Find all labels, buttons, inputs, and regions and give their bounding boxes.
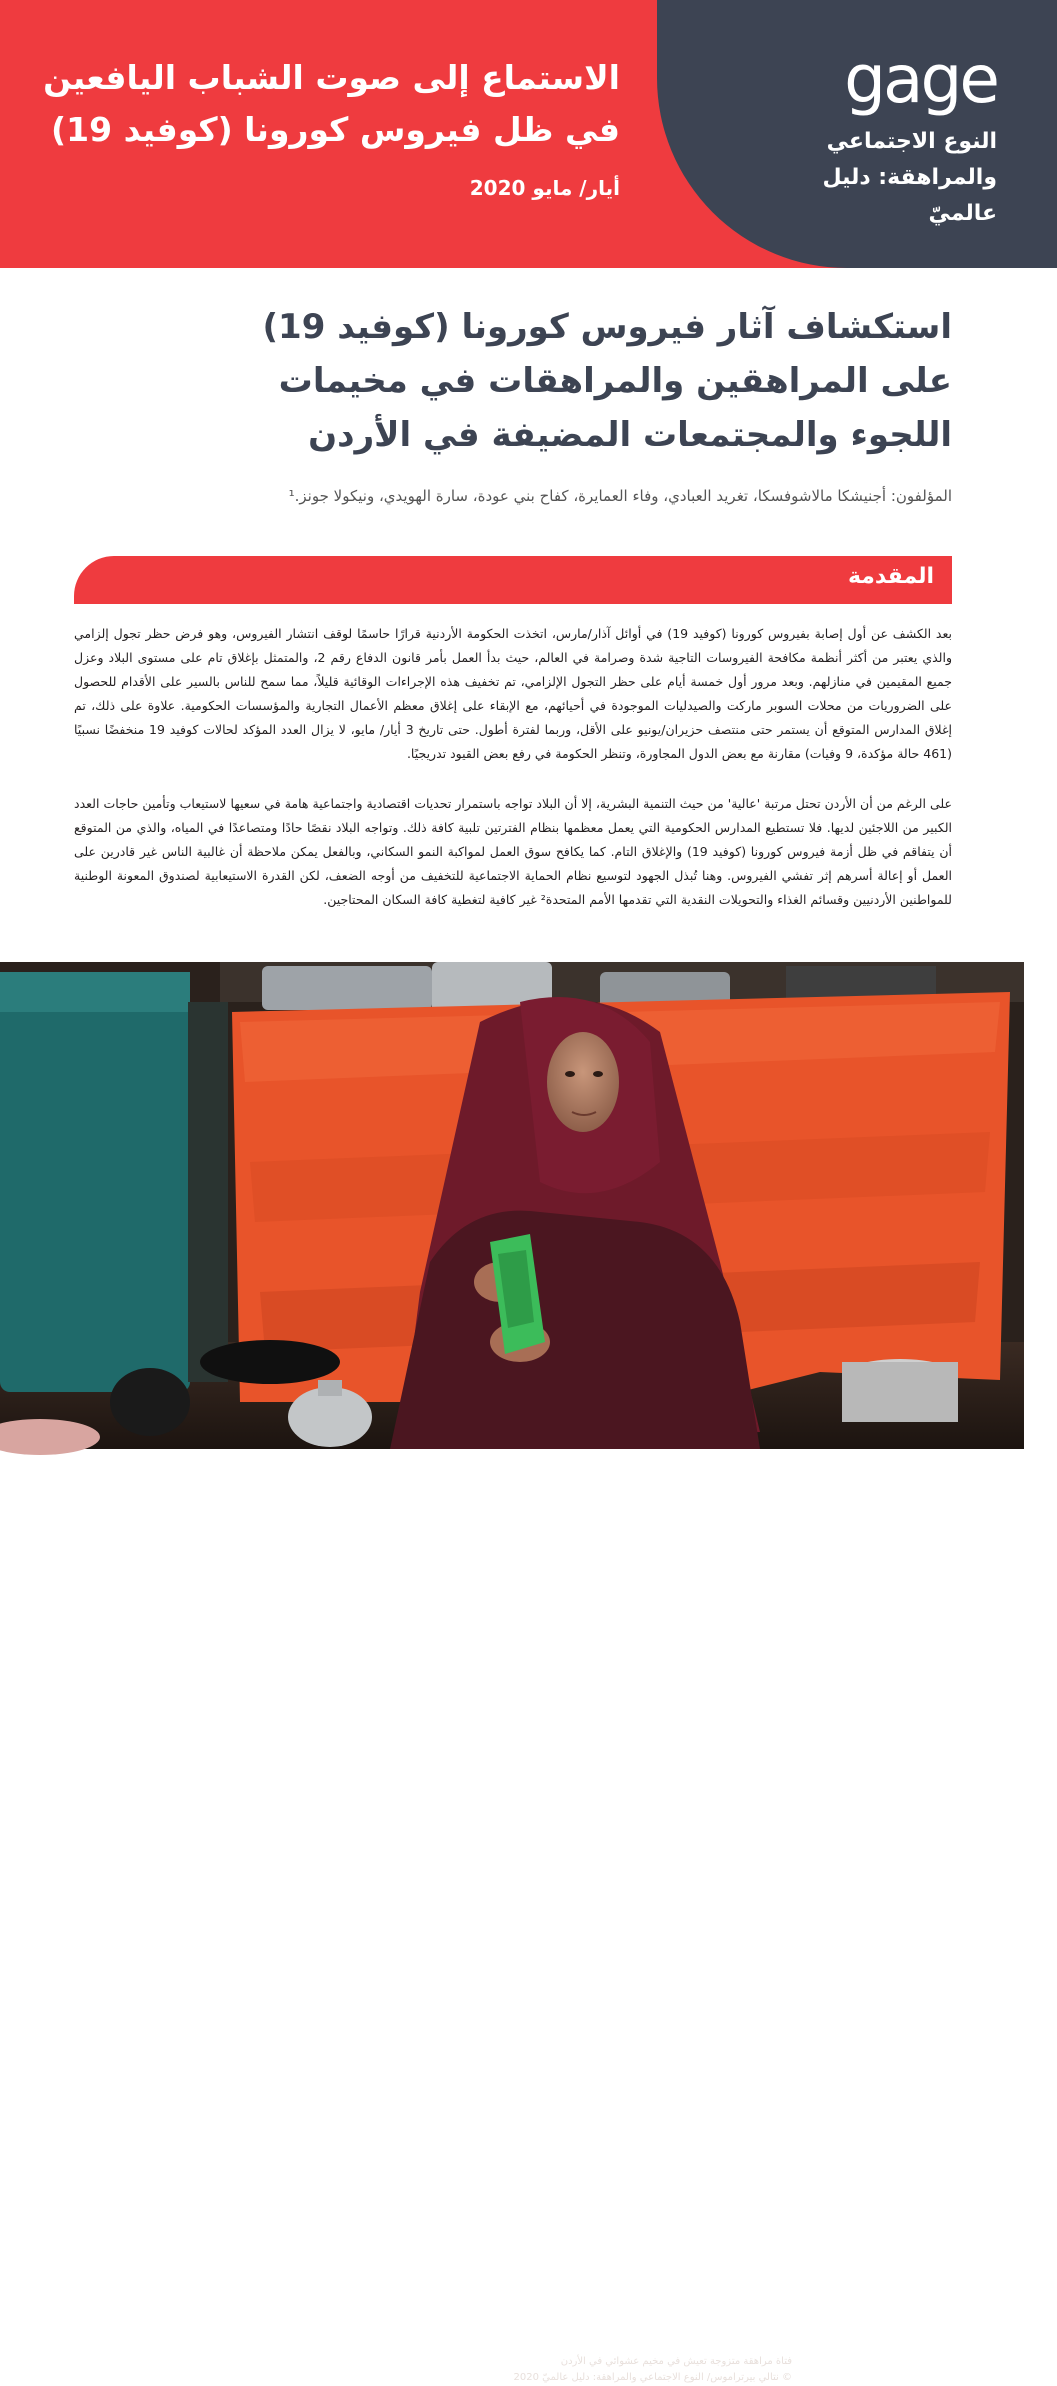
section-title: المقدمة — [847, 564, 934, 589]
brand-panel — [657, 0, 1057, 268]
document-title-line3: اللجوء والمجتمعات المضيفة في الأردن — [308, 415, 952, 455]
authors-line: المؤلفون: أجنيشكا مالاشوفسكا، تغريد العبادي، وفاء العمايرة، كفاح بني عودة، سارة الهويدي، ونيكولا جونز.¹ — [288, 487, 952, 505]
photo-illustration — [0, 962, 1024, 1449]
photo-caption-line1: فتاة مراهقة متزوجة تعيش في مخيم عشوائي في الأردن — [560, 2356, 792, 2367]
photo-caption — [514, 2354, 792, 2386]
header-banner — [0, 0, 1024, 268]
intro-paragraph-1: بعد الكشف عن أول إصابة بفيروس كورونا (كوفيد 19) في أوائل آذار/مارس، اتخذت الحكومة الأردنية قرارًا حاسمًا لوقف انتشار الفيروس، وهو فرض حظر تجول إلزامي والذي يعتبر من أكثر أنظمة مكافحة الفيروسات التاجية شدة وصرامة في العالم، حيث بدأ العمل بأمر قانون الدفاع رقم 2، والمتمثل بإغلاق تام على مستوى البلاد وعزل جميع المقيمين في منازلهم. وبعد مرور أول خمسة أيام على حظر التجول الإلزامي، تم تخفيف هذه الإجراءات الوقائية قليلاً، مما سمح للناس بالسير على الأقدام للحصول على الضروريات من محلات السوبر ماركت والصيدليات الموجودة في أحيائهم، مع الإبقاء على إغلاق معظم الأعمال التجارية والمؤسسات الحكومية. علاوة على ذلك، تم إغلاق المدارس المتوقع أن يستمر حتى منتصف حزيران/يونيو على الأقل، وربما لفترة أطول. حتى تاريخ 3 أيار/ مايو، لا يزال العدد المؤكد لحالات كوفيد 19 منخفضًا نسبيًا (461 حالة مؤكدة، 9 وفيات) مقارنة مع بعض الدول المجاورة، وتنظر الحكومة في رفع بعض القيود تدريجيًا. — [74, 626, 952, 761]
photo-caption-line2: © نتالي بيرتراموس/ النوع الاجتماعي والمراهقة: دليل عالميّ 2020 — [513, 2372, 792, 2383]
document-title-line2: على المراهقين والمراهقات في مخيمات — [278, 361, 952, 401]
section-header-bar — [74, 556, 952, 604]
cover-photo — [0, 962, 1024, 2383]
document-title-line1: استكشاف آثار فيروس كورونا (كوفيد 19) — [262, 307, 952, 347]
brand-subtitle-line1: النوع الاجتماعي — [826, 129, 997, 154]
intro-paragraph-2: على الرغم من أن الأردن تحتل مرتبة 'عالية' من حيث التنمية البشرية، إلا أن البلاد تواجه باستمرار تحديات اقتصادية واجتماعية هامة في سعيها لاستيعاب وتأمين حاجات العدد الكبير من اللاجئين لديها. فلا تستطيع المدارس الحكومية التي يعمل معظمها بنظام الفترتين تلبية كافة ذلك. وتواجه البلاد نقصًا حادًا ومتصاعدًا في المياه، والذي من المتوقع أن يتفاقم في ظل أزمة فيروس كورونا (كوفيد 19) والإغلاق التام. كما يكافح سوق العمل لمواكبة النمو السكاني، وبالفعل يمكن ملاحظة أن غالبية الناس غير قادرين على العمل أو إعالة أسرهم إثر تفشي الفيروس. وهنا تُبذل الجهود لتوسيع نظام الحماية الاجتماعية للتخفيف من أوجه الضعف، لكن القدرة الاستيعابية لصندوق المعونة الوطنية للمواطنين الأردنيين وقسائم الغذاء والتحويلات النقدية التي تقدمها الأمم المتحدة² غير كافية لتغطية كافة السكان المحتاجين. — [74, 796, 952, 907]
gage-logo: gage — [844, 41, 997, 118]
brand-subtitle-line2: والمراهقة: دليل عالميّ — [822, 165, 997, 226]
series-title — [20, 52, 620, 156]
publication-date: أيار/ مايو 2020 — [469, 176, 620, 200]
document-title — [72, 300, 952, 462]
brand-subtitle — [757, 124, 997, 232]
series-title-line1: الاستماع إلى صوت الشباب اليافعين — [43, 58, 620, 97]
series-title-line2: في ظل فيروس كورونا (كوفيد 19) — [51, 110, 620, 149]
